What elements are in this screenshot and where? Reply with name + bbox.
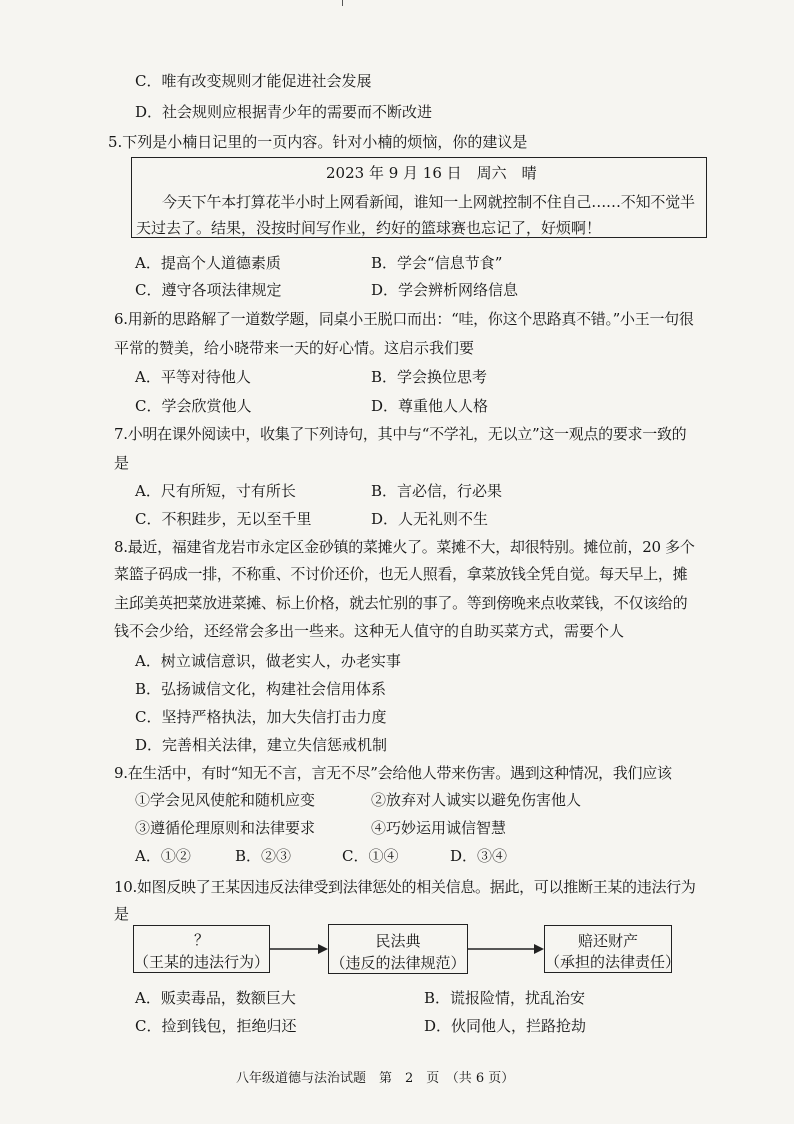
q8-option-a[interactable]: A．树立诚信意识，做老实人，办老实事 bbox=[135, 652, 401, 670]
q4-option-d[interactable]: D．社会规则应根据青少年的需要而不断改进 bbox=[135, 103, 433, 121]
q8-stem-line-2: 菜篮子码成一排，不称重、不讨价还价，也无人照看，拿菜放钱全凭自觉。每天早上，摊 bbox=[114, 565, 688, 583]
flow-arrow-2 bbox=[468, 943, 544, 955]
q5-stem: 5.下列是小楠日记里的一页内容。针对小楠的烦恼，你的建议是 bbox=[108, 133, 528, 151]
q8-stem-line-1: 8.最近，福建省龙岩市永定区金砂镇的菜摊火了。菜摊不大，却很特别。摊位前，20 多个 bbox=[114, 538, 695, 556]
q9-statement-3: ③遵循伦理原则和法律要求 bbox=[135, 819, 316, 837]
q9-option-c[interactable]: C．①④ bbox=[342, 847, 399, 865]
q10-option-a[interactable]: A．贩卖毒品，数额巨大 bbox=[135, 989, 296, 1007]
flow-arrow-1 bbox=[270, 943, 328, 955]
q6-option-a[interactable]: A．平等对待他人 bbox=[135, 368, 251, 386]
q6-option-d[interactable]: D．尊重他人人格 bbox=[371, 397, 489, 415]
q6-stem-line-1: 6.用新的思路解了一道数学题，同桌小王脱口而出：“哇，你这个思路真不错。”小王一句很 bbox=[114, 310, 694, 328]
flow-box-liability-bottom: （承担的法律责任） bbox=[545, 953, 681, 971]
q10-stem-line-2: 是 bbox=[114, 905, 130, 923]
q4-option-c[interactable]: C．唯有改变规则才能促进社会发展 bbox=[135, 72, 372, 90]
q8-option-c[interactable]: C．坚持严格执法，加大失信打击力度 bbox=[135, 708, 387, 726]
diary-line-2: 天过去了。结果，没按时间写作业，约好的篮球赛也忘记了，好烦啊！ bbox=[136, 219, 602, 237]
flow-box-law-top: 民法典 bbox=[375, 932, 421, 950]
q5-option-c[interactable]: C．遵守各项法律规定 bbox=[135, 281, 282, 299]
q7-option-d[interactable]: D．人无礼则不生 bbox=[371, 510, 489, 528]
q9-option-b[interactable]: B．②③ bbox=[235, 847, 292, 865]
flow-box-liability-top: 赔还财产 bbox=[577, 932, 638, 950]
q6-stem-line-2: 平常的赞美，给小晓带来一天的好心情。这启示我们要 bbox=[114, 339, 475, 357]
page-footer: 八年级道德与法治试题 第 2 页 （共 6 页） bbox=[236, 1071, 515, 1086]
flow-box-violation-bottom: （王某的违法行为） bbox=[134, 953, 270, 971]
q9-statement-2: ②放弃对人诚实以避免伤害他人 bbox=[371, 791, 582, 809]
diary-line-1: 今天下午本打算花半小时上网看新闻，谁知一上网就控制不住自己……不知不觉半 bbox=[162, 193, 695, 211]
q8-stem-line-3: 主邱美英把菜放进菜摊、标上价格，就去忙别的事了。等到傍晚来点收菜钱，不仅该给的 bbox=[114, 594, 688, 612]
q9-option-d[interactable]: D．③④ bbox=[450, 847, 508, 865]
scan-mark bbox=[342, 0, 343, 6]
q8-option-b[interactable]: B．弘扬诚信文化，构建社会信用体系 bbox=[135, 680, 387, 698]
q10-option-b[interactable]: B．谎报险情，扰乱治安 bbox=[424, 989, 586, 1007]
q5-option-b[interactable]: B．学会“信息节食” bbox=[371, 254, 503, 272]
q8-stem-line-4: 钱不会少给，还经常会多出一些来。这种无人值守的自助买菜方式，需要个人 bbox=[114, 622, 625, 640]
diary-header: 2023 年 9 月 16 日 周六 晴 bbox=[326, 164, 537, 182]
flow-box-liability bbox=[544, 925, 681, 973]
q10-stem-line-1: 10.如图反映了王某因违反法律受到法律惩处的相关信息。据此，可以推断王某的违法行为 bbox=[114, 878, 696, 896]
q10-option-c[interactable]: C．捡到钱包，拒绝归还 bbox=[135, 1017, 297, 1035]
flow-box-violation bbox=[133, 925, 270, 973]
flow-box-violation-top: ？ bbox=[193, 931, 209, 949]
q7-option-b[interactable]: B．言必信，行必果 bbox=[371, 482, 503, 500]
flow-box-law-bottom: （违反的法律规范） bbox=[330, 954, 466, 972]
q9-statement-1: ①学会见风使舵和随机应变 bbox=[135, 791, 316, 809]
q5-option-d[interactable]: D．学会辨析网络信息 bbox=[371, 281, 519, 299]
q9-option-a[interactable]: A．①② bbox=[135, 847, 191, 865]
q6-option-c[interactable]: C．学会欣赏他人 bbox=[135, 397, 252, 415]
q7-option-c[interactable]: C．不积跬步，无以至千里 bbox=[135, 510, 312, 528]
q7-stem-line-1: 7.小明在课外阅读中，收集了下列诗句，其中与“不学礼，无以立”这一观点的要求一致的 bbox=[114, 425, 687, 443]
q7-option-a[interactable]: A．尺有所短，寸有所长 bbox=[135, 482, 296, 500]
q7-stem-line-2: 是 bbox=[114, 454, 130, 472]
q5-option-a[interactable]: A．提高个人道德素质 bbox=[135, 254, 281, 272]
q6-option-b[interactable]: B．学会换位思考 bbox=[371, 368, 488, 386]
flow-box-law bbox=[328, 924, 468, 974]
q10-option-d[interactable]: D．伙同他人，拦路抢劫 bbox=[424, 1017, 587, 1035]
q8-option-d[interactable]: D．完善相关法律，建立失信惩戒机制 bbox=[135, 736, 388, 754]
q9-statement-4: ④巧妙运用诚信智慧 bbox=[371, 819, 507, 837]
q9-stem: 9.在生活中，有时“知无不言，言无不尽”会给他人带来伤害。遇到这种情况，我们应该 bbox=[114, 764, 672, 782]
